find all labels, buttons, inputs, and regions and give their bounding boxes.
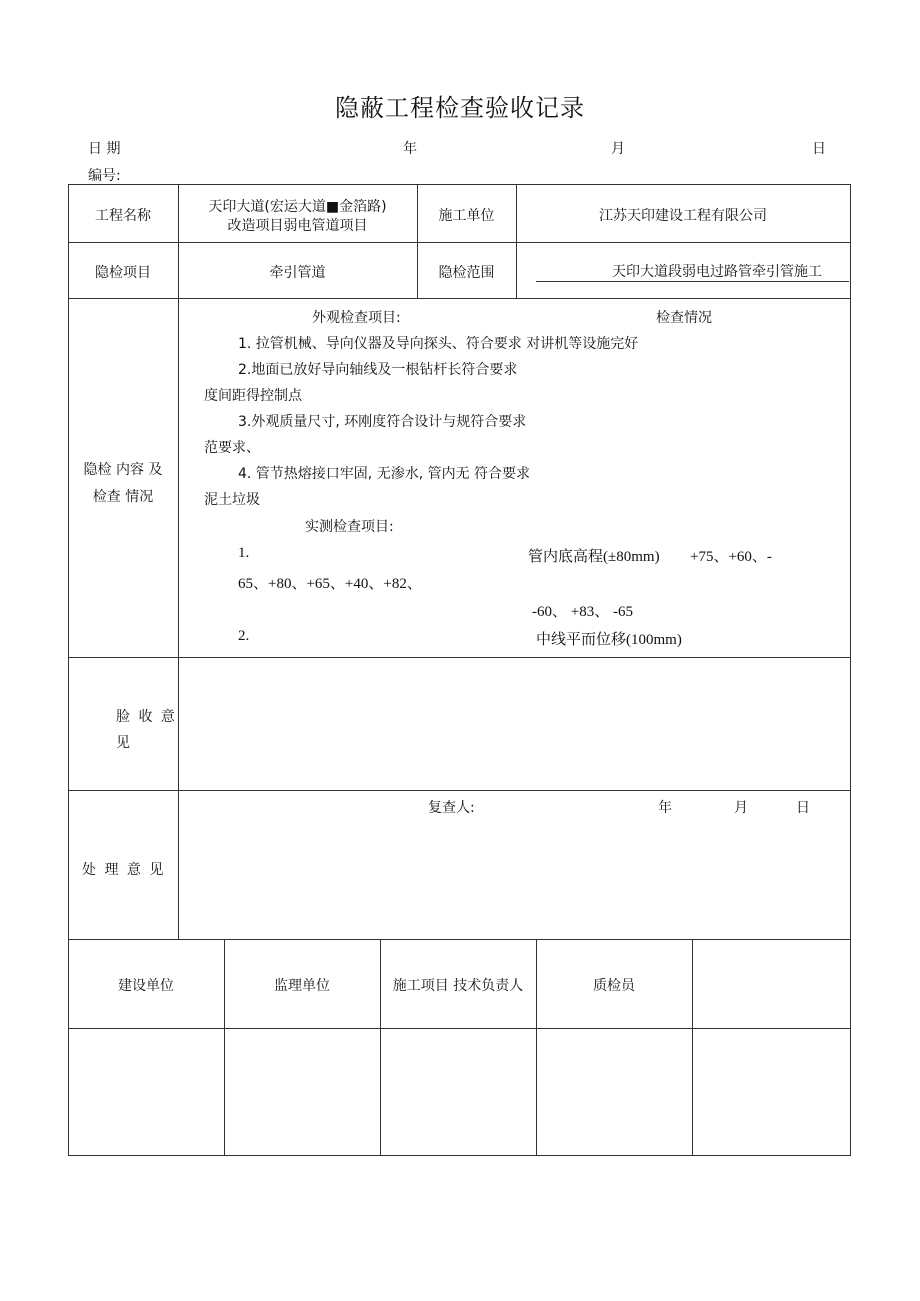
- inspection-scope-label: 隐检范围: [438, 265, 495, 281]
- review-day: 日: [796, 800, 810, 816]
- inspection-item-value: 牵引管道: [269, 265, 326, 281]
- reviewer-label: 复查人:: [428, 800, 475, 816]
- date-year: 年: [403, 141, 417, 157]
- measured-1-values-b: 65、+80、+65、+40、+82、: [238, 576, 422, 592]
- visual-line-3: 度间距得控制点: [204, 388, 302, 404]
- inspection-item-label: 隐检项目: [95, 265, 151, 281]
- contractor-value: 江苏天印建设工程有限公司: [599, 208, 767, 224]
- signature-qc-label: 质检员: [593, 978, 635, 994]
- signature-tech-lead-label: 施工项目 技术负责人: [392, 978, 524, 994]
- measured-check-header: 实测检查项目:: [305, 519, 394, 535]
- measured-1-values-c: -60、 +83、 -65: [532, 604, 633, 620]
- visual-line-5: 范要求、: [204, 440, 260, 456]
- acceptance-label-2: 见: [116, 735, 130, 751]
- visual-line-6: 4. 管节热熔接口牢固, 无渗水, 管内无 符合要求: [238, 466, 531, 482]
- visual-line-4: 3.外观质量尺寸, 环刚度符合设计与规符合要求: [238, 414, 527, 430]
- measured-1-label: 管内底高程(±80mm): [528, 549, 660, 565]
- visual-line-7: 泥土垃圾: [204, 492, 260, 508]
- inspection-content-label-1: 隐检 内容 及: [83, 462, 163, 478]
- date-day: 日: [812, 141, 826, 157]
- inspection-scope-value: 天印大道段弱电过路管牵引管施工: [612, 264, 822, 280]
- measured-2-label: 中线平而位移(100mm): [536, 632, 682, 648]
- review-month: 月: [734, 800, 748, 816]
- number-label: 编号:: [88, 168, 121, 184]
- acceptance-label-1: 脸 收 意: [116, 709, 177, 725]
- measured-1-values-a: +75、+60、-: [690, 549, 772, 565]
- signature-owner-label: 建设单位: [118, 978, 174, 994]
- check-status-header: 检查情况: [656, 310, 712, 326]
- signature-supervisor-label: 监理单位: [274, 978, 330, 994]
- visual-line-2: 2.地面已放好导向轴线及一根钻杆长符合要求: [238, 362, 518, 378]
- date-label: 日 期: [88, 141, 121, 157]
- inspection-content-label-2: 检查 情况: [92, 489, 154, 505]
- review-year: 年: [658, 800, 672, 816]
- page-title: 隐蔽工程检查验收记录: [335, 94, 585, 122]
- project-name-line2: 改造项目弱电管道项目: [227, 218, 368, 234]
- handling-label: 处 理 意 见: [82, 862, 166, 878]
- visual-check-header: 外观检查项目:: [312, 310, 401, 326]
- project-name-label: 工程名称: [95, 208, 151, 224]
- contractor-label: 施工单位: [438, 208, 495, 224]
- project-name-line1: 天印大道(宏运大道■金箔路): [208, 199, 387, 215]
- visual-line-1: 1. 拉管机械、导向仪器及导向探头、符合要求 对讲机等设施完好: [238, 336, 639, 352]
- measured-2-number: 2.: [238, 628, 250, 644]
- date-month: 月: [611, 141, 625, 157]
- measured-1-number: 1.: [238, 545, 250, 561]
